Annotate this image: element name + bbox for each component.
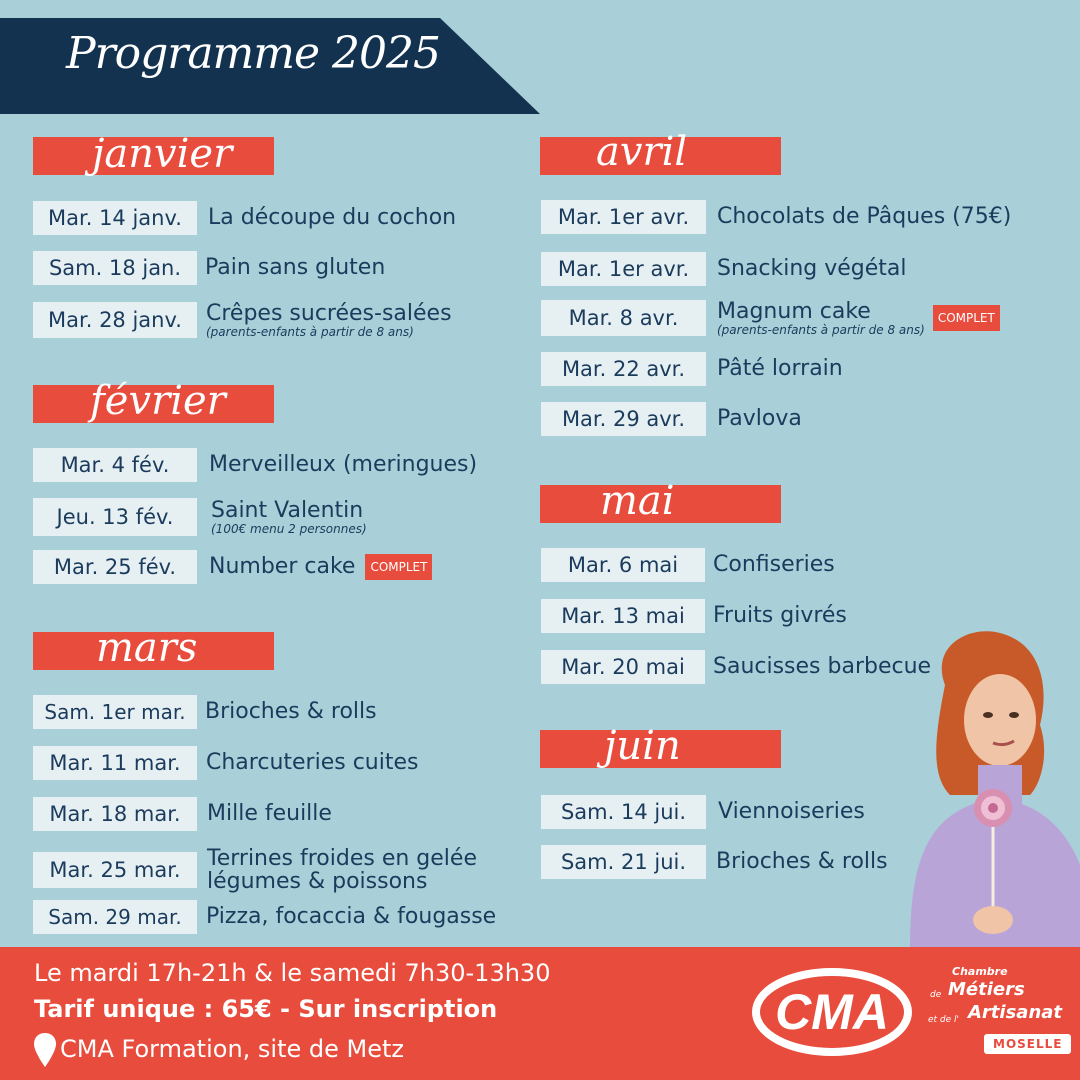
- event-date: Mar. 28 janv.: [33, 302, 197, 338]
- event-date: Mar. 20 mai: [541, 650, 705, 684]
- event-row: [541, 599, 847, 633]
- event-title: Confiseries: [713, 552, 835, 578]
- event-date: Mar. 4 fév.: [33, 448, 197, 482]
- event-title: Pavlova: [717, 406, 802, 432]
- event-title: Crêpes sucrées-salées: [206, 301, 452, 326]
- event-title: Brioches & rolls: [716, 849, 888, 875]
- month-title-juin: juin: [604, 723, 681, 769]
- event-title: Saucisses barbecue: [713, 654, 932, 680]
- event-title: Brioches & rolls: [205, 699, 377, 725]
- event-date: Mar. 8 avr.: [541, 300, 706, 336]
- event-row: [33, 797, 332, 831]
- event-title-block: [717, 300, 925, 337]
- event-note: (parents-enfants à partir de 8 ans): [206, 325, 414, 340]
- event-title: Pâté lorrain: [717, 356, 843, 382]
- event-title-block: [211, 499, 367, 536]
- event-row: [33, 251, 385, 285]
- event-row: [33, 847, 477, 893]
- month-title-avril: avril: [596, 129, 688, 175]
- event-row: [33, 302, 452, 339]
- logo-line3: Artisanat: [968, 1002, 1063, 1023]
- logo-acronym: CMA: [775, 984, 889, 1040]
- event-title: Charcuteries cuites: [206, 750, 419, 776]
- event-row: [33, 746, 418, 780]
- location-text: CMA Formation, site de Metz: [60, 1035, 404, 1063]
- event-date: Sam. 18 jan.: [33, 251, 197, 285]
- price-text: Tarif unique : 65€ - Sur inscription: [34, 995, 498, 1023]
- event-title: Pizza, focaccia & fougasse: [206, 904, 497, 930]
- event-row: [33, 695, 377, 729]
- event-date: Mar. 22 avr.: [541, 352, 706, 386]
- event-date: Mar. 25 mar.: [33, 852, 197, 888]
- event-row: [33, 201, 456, 235]
- event-date: Sam. 21 jui.: [541, 845, 706, 879]
- schedule-text: Le mardi 17h-21h & le samedi 7h30-13h30: [34, 959, 551, 987]
- month-title-fevrier: février: [90, 378, 226, 424]
- month-title-mai: mai: [600, 478, 675, 524]
- event-date: Mar. 11 mar.: [33, 746, 197, 780]
- event-title: La découpe du cochon: [208, 205, 457, 231]
- event-date: Mar. 6 mai: [541, 548, 705, 582]
- woman-with-lollipop-photo: [890, 625, 1080, 947]
- event-title: Snacking végétal: [717, 256, 907, 282]
- event-title: Number cake: [209, 554, 356, 580]
- event-date: Jeu. 13 fév.: [33, 498, 197, 536]
- month-title-janvier: janvier: [92, 131, 233, 177]
- event-row: [541, 300, 1000, 337]
- event-date: Sam. 1er mar.: [33, 695, 197, 729]
- region-badge: MOSELLE: [984, 1034, 1071, 1054]
- event-row: [541, 252, 907, 286]
- footer-band: [0, 947, 1080, 1080]
- event-row: [33, 550, 432, 584]
- event-title: Fruits givrés: [713, 603, 847, 629]
- event-row: [541, 200, 1011, 234]
- event-date: Mar. 25 fév.: [33, 550, 197, 584]
- event-title: Mille feuille: [207, 801, 332, 827]
- event-note: (100€ menu 2 personnes): [211, 521, 367, 536]
- page-title: Programme 2025: [66, 28, 441, 79]
- event-row: [33, 448, 477, 482]
- event-row: [541, 845, 888, 879]
- complet-badge: COMPLET: [933, 305, 1000, 331]
- event-date: Sam. 29 mar.: [33, 900, 197, 934]
- event-title: Magnum cake: [717, 299, 871, 324]
- event-title-block: [207, 847, 477, 893]
- event-date: Mar. 1er avr.: [541, 252, 706, 286]
- event-row: [541, 548, 835, 582]
- event-date: Sam. 14 jui.: [541, 795, 706, 829]
- complet-badge: COMPLET: [365, 554, 432, 580]
- event-row: [541, 795, 865, 829]
- event-row: [541, 650, 931, 684]
- event-title: Saint Valentin: [211, 497, 364, 523]
- cma-logo-icon: [752, 967, 922, 1057]
- event-title: Viennoiseries: [718, 799, 865, 825]
- logo-line2-small: de: [930, 990, 942, 1000]
- event-title: Terrines froides en gelée: [207, 846, 477, 871]
- event-row: [33, 498, 367, 536]
- event-note: (parents-enfants à partir de 8 ans): [717, 323, 925, 338]
- event-row: [541, 352, 843, 386]
- logo-line2: Métiers: [948, 979, 1025, 1000]
- map-pin-icon: [34, 1033, 56, 1067]
- event-date: Mar. 18 mar.: [33, 797, 197, 831]
- event-row: [33, 900, 496, 934]
- event-title-block: [206, 302, 452, 339]
- event-date: Mar. 1er avr.: [541, 200, 706, 234]
- event-title: Chocolats de Pâques (75€): [717, 204, 1012, 230]
- event-date: Mar. 29 avr.: [541, 402, 706, 436]
- event-date: Mar. 13 mai: [541, 599, 705, 633]
- month-title-mars: mars: [96, 625, 198, 671]
- logo-line3-small: et de l': [928, 1015, 960, 1025]
- event-row: [541, 402, 802, 436]
- event-title: Pain sans gluten: [205, 255, 386, 281]
- logo-line1: Chambre: [952, 965, 1008, 978]
- event-title-line2: légumes & poissons: [207, 869, 428, 895]
- event-date: Mar. 14 janv.: [33, 201, 197, 235]
- event-title: Merveilleux (meringues): [209, 452, 478, 478]
